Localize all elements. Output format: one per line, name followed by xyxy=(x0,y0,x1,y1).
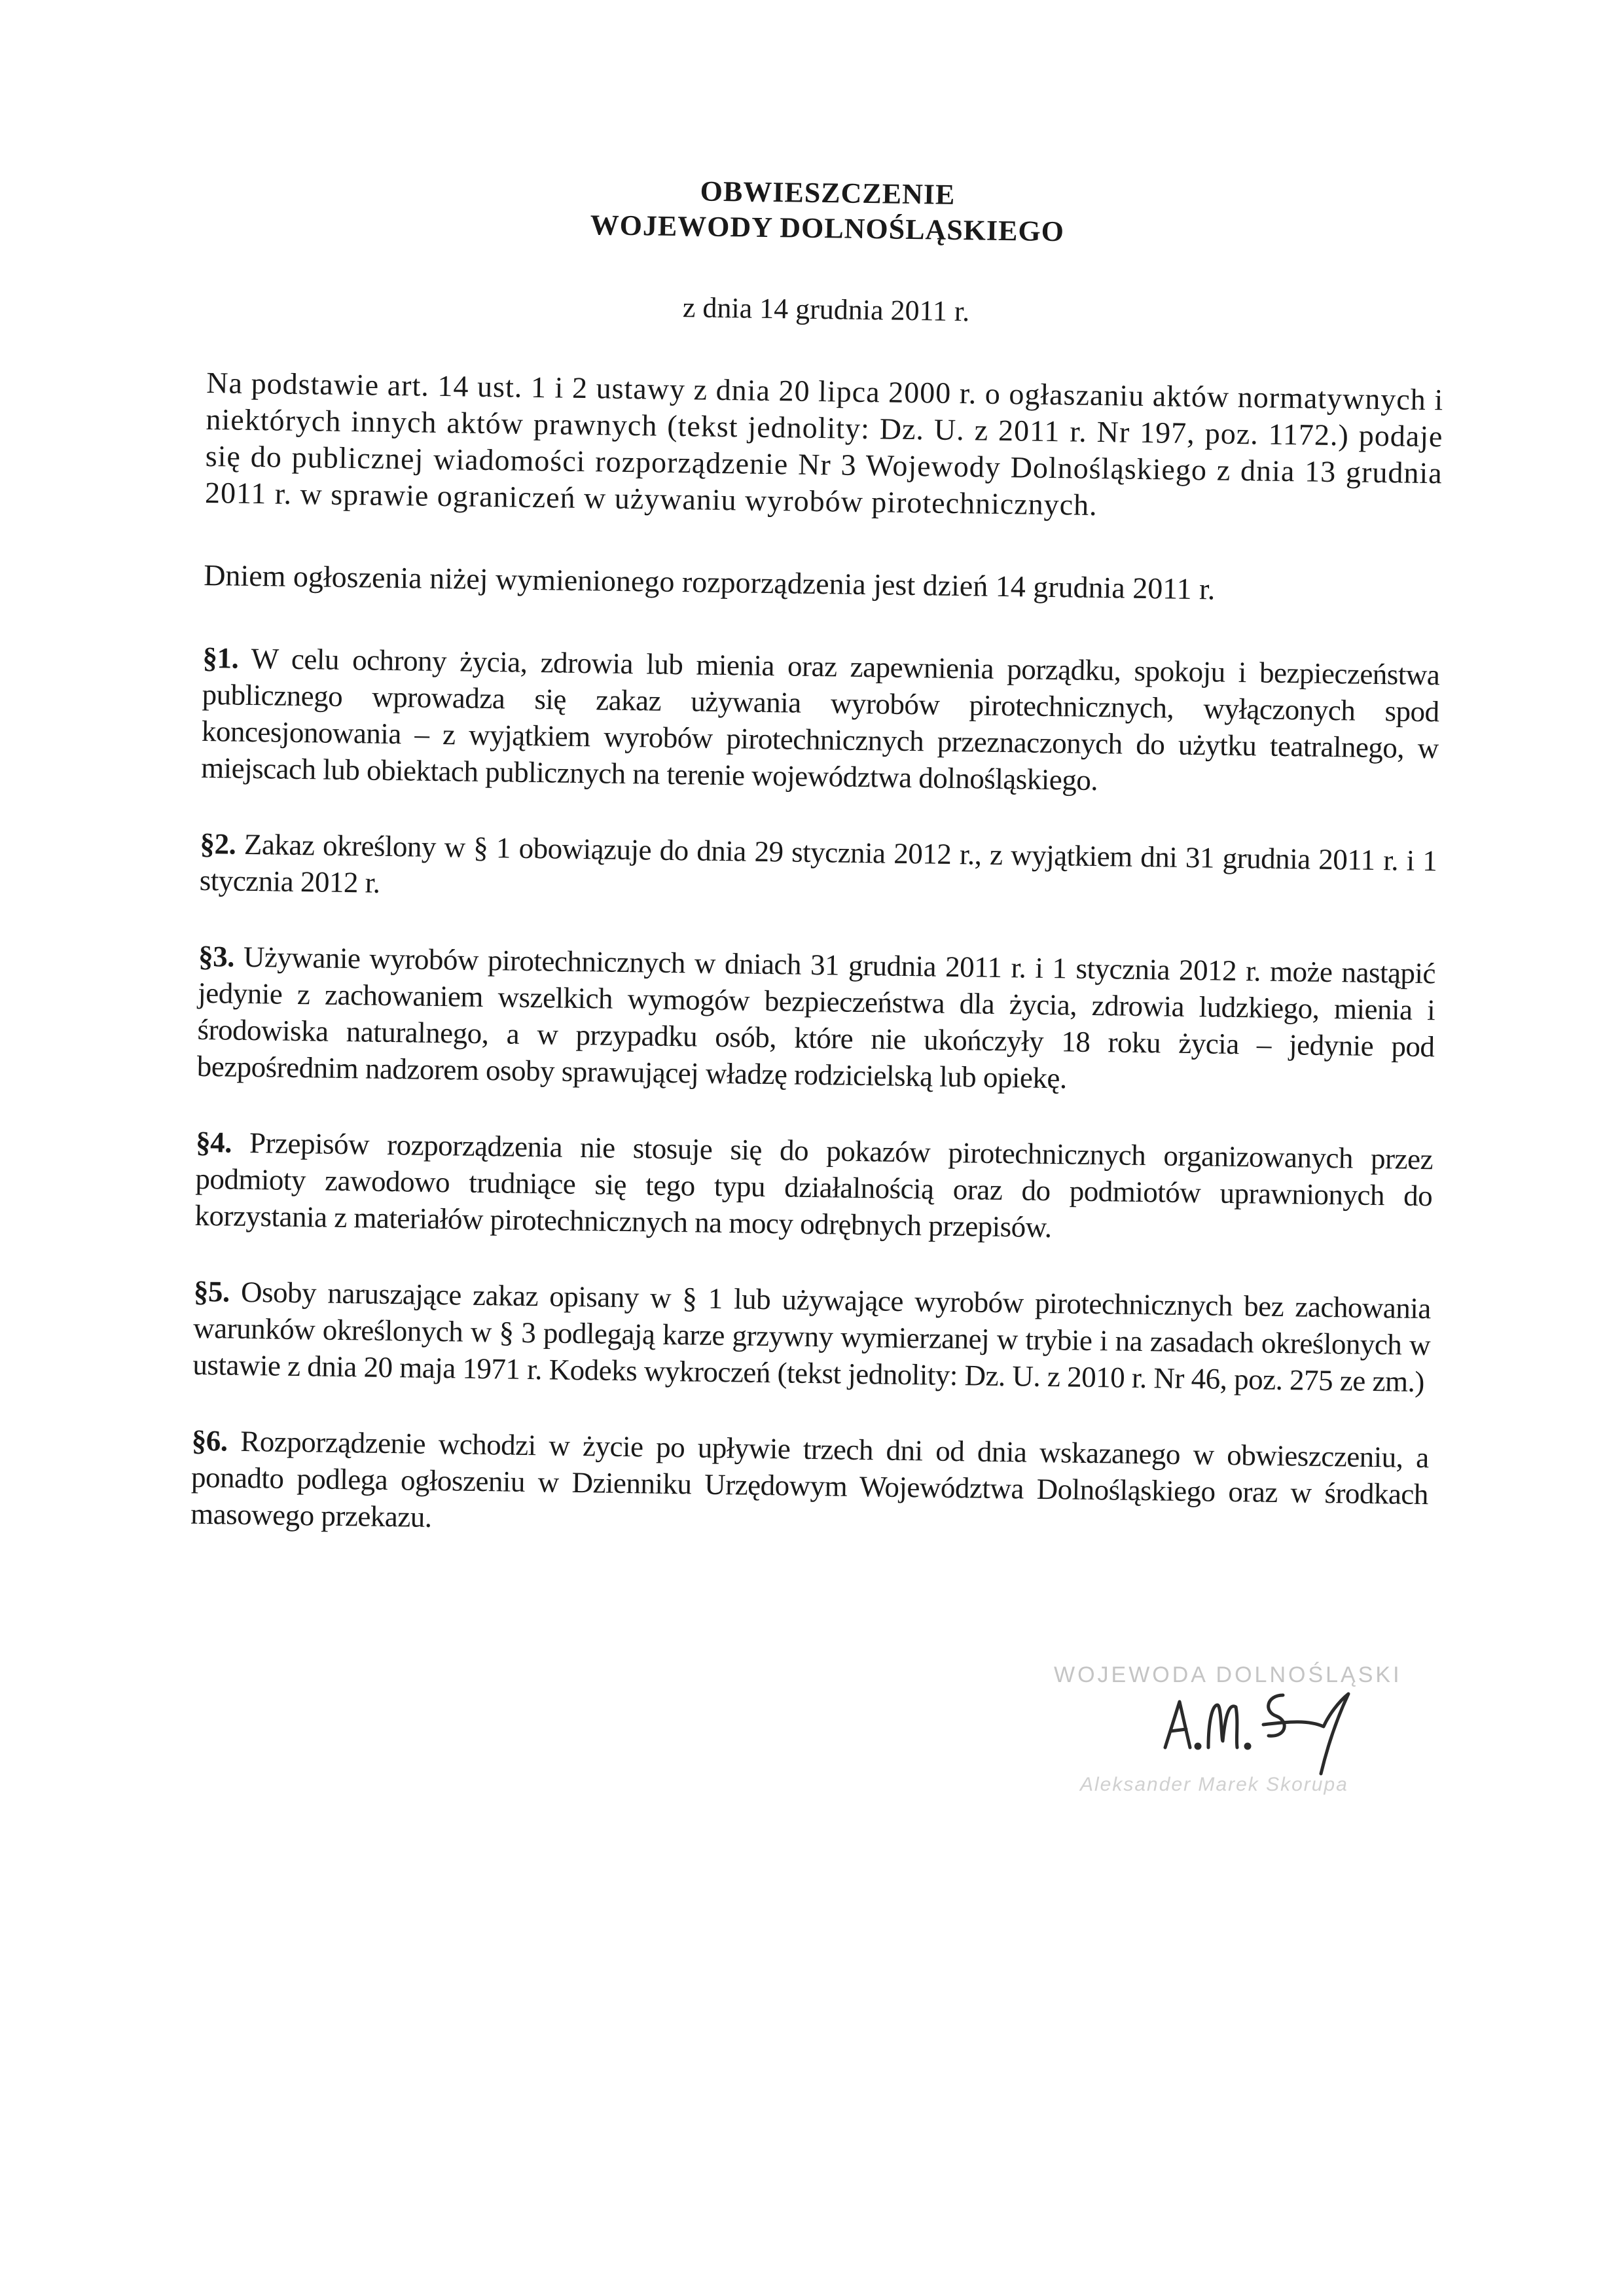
signature-block xyxy=(1054,1662,1460,1820)
section-4 xyxy=(194,1124,1433,1251)
section-text: Osoby naruszające zakaz opisany w § 1 lub używające wyrobów pirotechnicznych bez zachowania warunków określonych w § 3 podlegają karze grzywny wymierzanej w trybie i na zasadach określonych w ustawie z dnia 20 maja 1971 r. Kodeks wykroczeń (tekst jednolity: Dz. U. z 2010 r. Nr 46, poz. 275 ze zm.) xyxy=(192,1275,1432,1399)
section-number: §3. xyxy=(198,939,235,973)
section-text: W celu ochrony życia, zdrowia lub mienia oraz zapewnienia porządku, spokoju i bezpieczeństwa publicznego wprowadza się zakaz używania wyrobów pirotechnicznych, wyłączonych spod koncesjonowania – z wyjątkiem wyrobów pirotechnicznych przeznaczonych do użytku teatralnego, w miejscach lub obiektach publicznych na terenie województwa dolnośląskiego. xyxy=(200,641,1440,797)
handwritten-signature xyxy=(1152,1676,1388,1787)
announcement-paragraph: Dniem ogłoszenia niżej wymienionego rozporządzenia jest dzień 14 grudnia 2011 r. xyxy=(203,558,1216,606)
official-stamp-name: Aleksander Marek Skorupa xyxy=(1080,1774,1348,1795)
section-3 xyxy=(196,938,1435,1102)
section-text: Używanie wyrobów pirotechnicznych w dniach 31 grudnia 2011 r. i 1 stycznia 2012 r. może nastąpić jedynie z zachowaniem wszelkich wymogów bezpieczeństwa dla życia, zdrowia ludzkiego, mienia i środowiska naturalnego, a w przypadku osób, które nie ukończyły 18 roku życia – jedynie pod bezpośrednim nadzorem osoby sprawującej władzę rodzicielską lub opiekę. xyxy=(196,940,1436,1095)
section-text: Zakaz określony w § 1 obowiązuje do dnia 29 stycznia 2012 r., z wyjątkiem dni 31 grudnia 2011 r. i 1 stycznia 2012 r. xyxy=(199,827,1437,899)
section-text: Rozporządzenie wchodzi w życie po upływie trzech dni od dnia wskazanego w obwieszczeniu, a ponadto podlega ogłoszeniu w Dzienniku Urzędowym Województwa Dolnośląskiego oraz w środkach masowego przekazu. xyxy=(190,1424,1430,1534)
official-stamp-title: WOJEWODA DOLNOŚLĄSKI xyxy=(1054,1662,1402,1687)
section-5 xyxy=(192,1273,1431,1400)
section-2 xyxy=(199,825,1437,916)
intro-paragraph: Na podstawie art. 14 ust. 1 i 2 ustawy z dnia 20 lipca 2000 r. o ogłaszaniu aktów normatywnych i niektórych innych aktów prawnych (tekst jednolity: Dz. U. z 2011 r. Nr 197, poz. 1172.) podaje się do publicznej wiadomości rozporządzenie Nr 3 Wojewody Dolnośląskiego z dnia 13 grudnia 2011 r. w sprawie ograniczeń w używaniu wyrobów pirotechnicznych. xyxy=(204,365,1444,522)
section-1 xyxy=(201,639,1440,803)
section-number: §5. xyxy=(193,1274,230,1308)
section-text: Przepisów rozporządzenia nie stosuje się do pokazów pirotechnicznych organizowanych przez podmioty zawodowo trudniące się tego typu działalnością oraz do podmiotów uprawnionych do korzystania z materiałów pirotechnicznych na mocy odrębnych przepisów. xyxy=(194,1126,1434,1244)
section-number: §6. xyxy=(191,1424,228,1458)
section-number: §2. xyxy=(200,827,236,861)
document-title xyxy=(208,167,1446,255)
document-body xyxy=(190,167,1447,1588)
title-line-2: WOJEWODY DOLNOŚLĄSKIEGO xyxy=(590,209,1065,248)
title-line-1: OBWIESZCZENIE xyxy=(700,175,956,211)
section-number: §4. xyxy=(195,1125,232,1159)
section-6 xyxy=(190,1422,1429,1549)
section-number: §1. xyxy=(202,641,239,675)
document-date: z dnia 14 grudnia 2011 r. xyxy=(682,291,970,328)
